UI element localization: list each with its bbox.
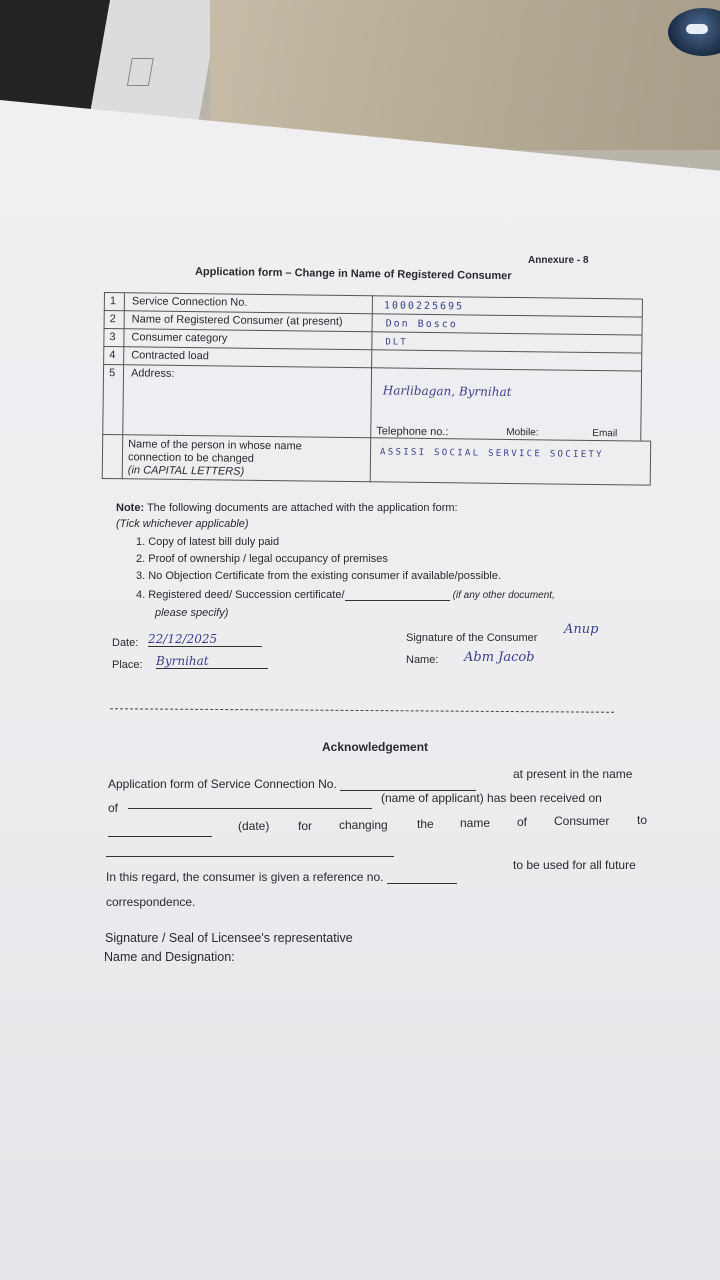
document-item: 1. Copy of latest bill duly paid — [136, 536, 280, 548]
table-border — [650, 441, 652, 486]
document-item: 3. No Objection Certificate from the existing consumer if available/possible. — [136, 570, 502, 582]
row-number: 4 — [109, 349, 116, 362]
table-border — [102, 292, 105, 479]
new-name-label: connection to be changed — [127, 451, 255, 465]
row-value-registered-consumer: Don Bosco — [385, 318, 458, 331]
row-number: 2 — [109, 313, 116, 326]
document-item — [136, 588, 555, 601]
blank-line — [387, 871, 457, 884]
place-value: Byrnihat — [156, 654, 268, 669]
ack-line-1 — [108, 777, 476, 791]
date-label: Date: — [112, 637, 139, 649]
place-label: Place: — [112, 659, 143, 671]
document-item-note: please specify) — [155, 607, 229, 619]
ack-text: In this regard, the consumer is given a reference no. — [106, 870, 384, 884]
ack-text: Application form of Service Connection No. — [108, 777, 337, 791]
ack-word: of — [517, 815, 528, 829]
row-label-registered-consumer: Name of Registered Consumer (at present) — [131, 313, 343, 328]
row-number: 5 — [108, 367, 116, 380]
date-value: 22/12/2025 — [148, 632, 262, 647]
row-label-service-connection: Service Connection No. — [131, 295, 248, 309]
note-subheading: (Tick whichever applicable) — [116, 518, 249, 530]
table-col-divider — [122, 292, 125, 479]
mobile-label: Mobile: — [506, 426, 539, 439]
ack-text: at present in the name — [513, 767, 633, 781]
annexure-label: Annexure - 8 — [528, 255, 589, 266]
note-bold: Note: — [116, 502, 145, 514]
ack-text: correspondence. — [106, 895, 196, 909]
ack-word: Consumer — [554, 814, 610, 828]
form-table — [102, 292, 658, 494]
telephone-label: Telephone no.: — [376, 425, 449, 439]
new-name-label: Name of the person in whose name — [128, 438, 302, 453]
row-number: 1 — [109, 295, 117, 308]
document-item: 2. Proof of ownership / legal occupancy of premises — [136, 553, 388, 565]
row-value-address: Harlibagan, Byrnihat — [382, 383, 512, 399]
document-item-text: 4. Registered deed/ Succession certificate/ — [136, 589, 345, 601]
document-item-suffix: (if any other document, — [452, 590, 555, 601]
new-name-value: ASSISI SOCIAL SERVICE SOCIETY — [380, 447, 604, 461]
ack-line-5 — [106, 870, 457, 884]
cut-line — [110, 708, 614, 713]
blank-line — [106, 846, 394, 857]
row-label-contracted-load: Contracted load — [131, 349, 209, 363]
ack-word: name — [460, 816, 491, 830]
row-value-consumer-category: DLT — [385, 337, 408, 348]
consumer-signature: Anup — [564, 622, 599, 637]
blank-line — [108, 824, 212, 837]
note-heading — [116, 502, 458, 514]
table-border — [640, 299, 643, 441]
ack-word: the — [417, 817, 434, 831]
note-text: The following documents are attached with the application form: — [144, 502, 458, 514]
licensee-signature-label: Signature / Seal of Licensee's representative — [105, 931, 353, 945]
ack-word: (date) — [238, 819, 270, 833]
ack-word: for — [298, 819, 313, 833]
blank-line — [345, 588, 450, 601]
email-label: Email — [592, 427, 618, 440]
ack-text: of — [108, 801, 119, 815]
ack-word: changing — [339, 818, 388, 832]
table-col-divider — [370, 295, 373, 482]
consumer-name: Abm Jacob — [464, 650, 535, 665]
blank-line — [128, 796, 372, 809]
ack-text: (name of applicant) has been received on — [381, 791, 602, 805]
signature-label: Signature of the Consumer — [406, 632, 538, 644]
row-label-address: Address: — [130, 367, 175, 380]
table-border — [102, 478, 650, 486]
row-value-service-connection: 1000225695 — [383, 300, 465, 313]
name-label: Name: — [406, 654, 439, 666]
blank-line — [340, 778, 476, 791]
form-title: Application form – Change in Name of Registered Consumer — [194, 265, 512, 283]
ack-word: to — [637, 813, 648, 827]
acknowledgement-title: Acknowledgement — [322, 740, 429, 754]
row-label-consumer-category: Consumer category — [131, 331, 228, 345]
licensee-name-designation-label: Name and Designation: — [104, 950, 235, 964]
row-number: 3 — [109, 331, 116, 344]
ack-text: to be used for all future — [513, 858, 636, 872]
new-name-label: (in CAPITAL LETTERS) — [127, 464, 245, 478]
